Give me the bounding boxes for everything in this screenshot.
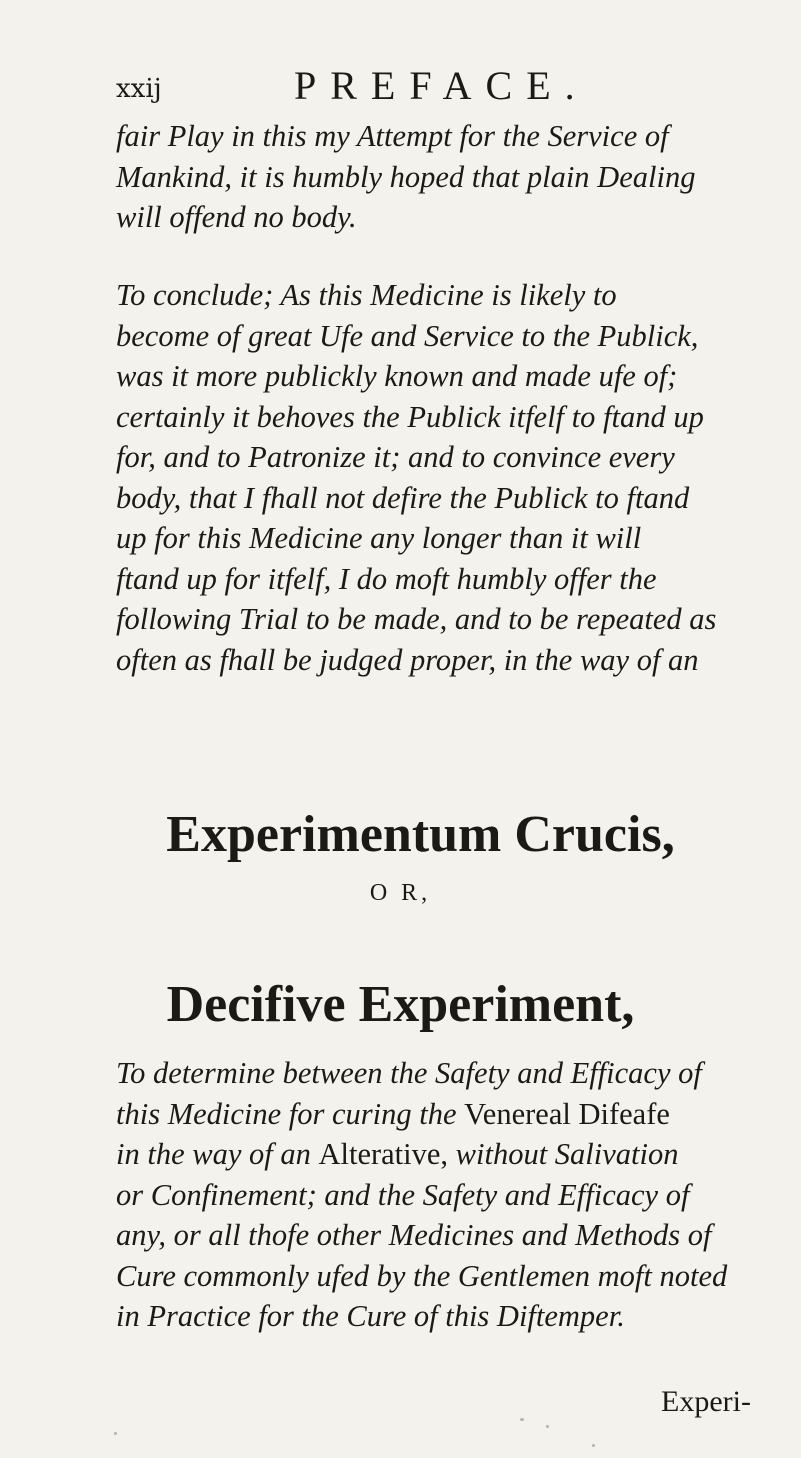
paper-speck <box>592 1444 595 1447</box>
text-line: often as fhall be judged proper, in the way of an <box>116 642 699 677</box>
running-title: PREFACE. <box>294 63 589 108</box>
text-line: will offend no body. <box>116 200 357 234</box>
display-title-decisive: Decifive Experiment, <box>166 976 635 1033</box>
paragraph-determination <box>116 1053 756 1337</box>
paragraph-continuation <box>116 116 756 238</box>
text-line: To determine between the Safety and Efficacy of <box>116 1056 702 1090</box>
text-line: To conclude; As this Medicine is likely to <box>116 278 617 312</box>
text-line: up for this Medicine any longer than it will <box>116 521 642 555</box>
text-italic: without Salivation <box>448 1137 679 1171</box>
text-line: any, or all thofe other Medicines and Methods of <box>116 1218 712 1252</box>
catchword: Experi- <box>661 1385 751 1418</box>
paragraph-conclusion <box>116 275 756 680</box>
text-line <box>116 1134 756 1175</box>
page-header <box>116 62 756 112</box>
text-line: Cure commonly ufed by the Gentlemen moft noted <box>116 1258 728 1293</box>
text-line: or Confinement; and the Safety and Efficacy of <box>116 1177 690 1212</box>
paper-speck <box>546 1425 549 1428</box>
text-line: for, and to Patronize it; and to convince every <box>116 440 675 474</box>
paper-speck <box>520 1418 524 1421</box>
text-line <box>116 1094 756 1135</box>
text-line: ftand up for itfelf, I do moft humbly offer the <box>116 561 657 596</box>
text-line: in Practice for the Cure of this Diftemper. <box>116 1299 625 1333</box>
text-italic: in the way of an <box>116 1137 319 1171</box>
text-roman: Venereal Difeafe <box>464 1096 670 1131</box>
text-italic: this Medicine for curing the <box>116 1096 465 1131</box>
text-line: following Trial to be made, and to be repeated as <box>116 602 717 636</box>
text-line: Mankind, it is humbly hoped that plain Dealing <box>116 159 696 194</box>
display-title-or: O R, <box>369 880 432 906</box>
paper-speck <box>114 1432 117 1435</box>
display-title-experimentum: Experimentum Crucis, <box>166 806 675 863</box>
text-line: become of great Ufe and Service to the Publick, <box>116 318 699 353</box>
text-line: fair Play in this my Attempt for the Service of <box>116 119 669 153</box>
text-roman: Alterative, <box>318 1137 449 1171</box>
text-line: was it more publickly known and made ufe of; <box>116 359 678 393</box>
page-number: xxij <box>116 74 162 104</box>
text-line: body, that I fhall not defire the Publick to ftand <box>116 480 690 515</box>
text-line: certainly it behoves the Publick itfelf to ftand up <box>116 399 704 434</box>
